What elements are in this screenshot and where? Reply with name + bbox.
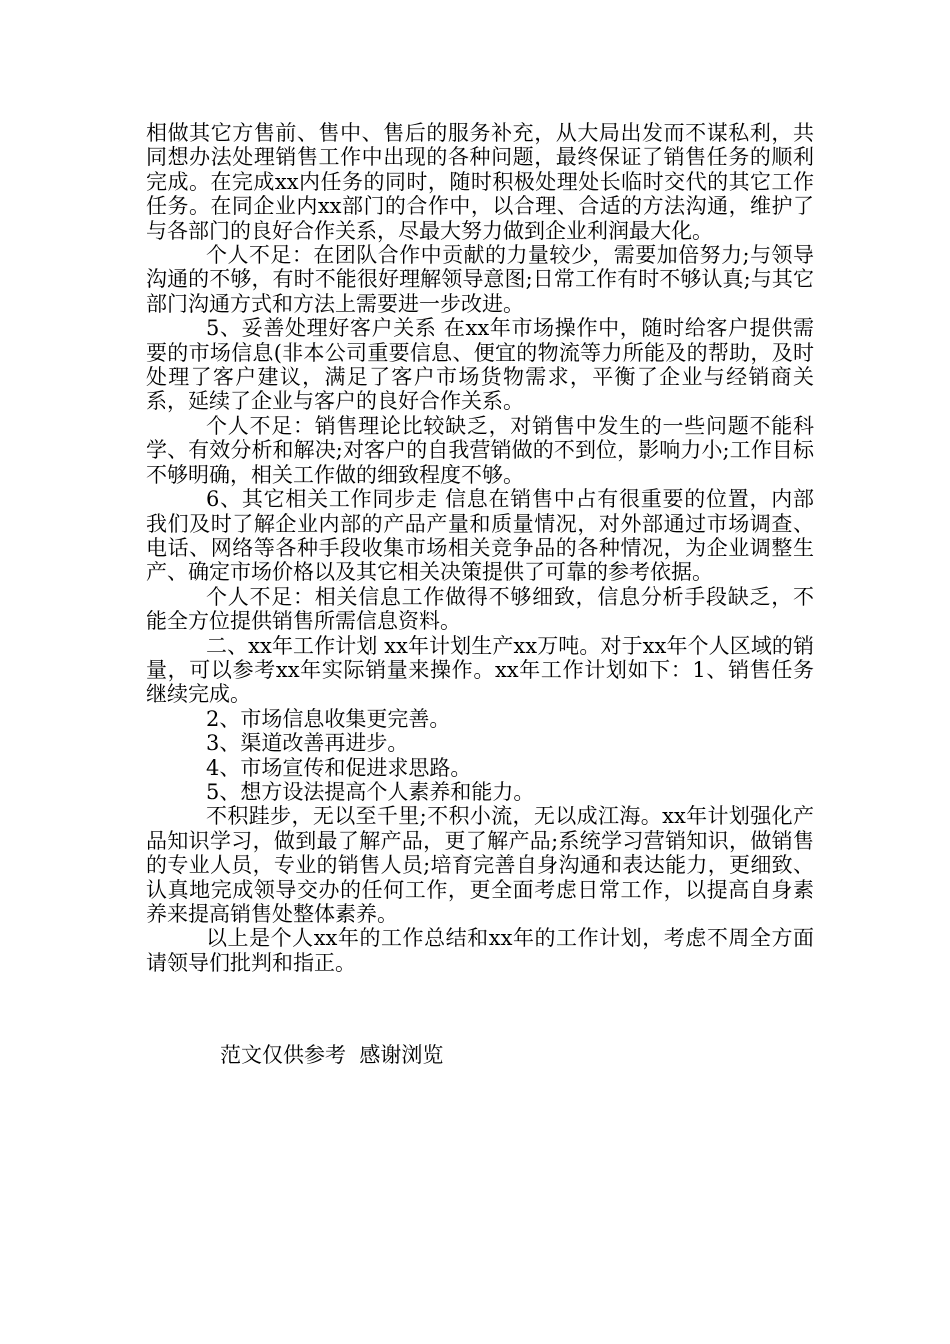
document-body	[146, 121, 814, 975]
plan-item-4: 4、市场宣传和促进求思路。	[206, 755, 472, 780]
footer-note: 范文仅供参考 感谢浏览	[220, 1043, 444, 1067]
paragraph-service-cooperation: 相做其它方售前、售中、售后的服务补充，从大局出发而不谋私利，共同想办法处理销售工作中出现的各种问题，最终保证了销售任务的顺利完成。在完成xx内任务的同时，随时积极处理处长临时交代的其它工作任务。在同企业内xx部门的合作中，以合理、合适的方法沟通，维护了与各部门的良好合作关系，尽最大努力做到企业利润最大化。	[146, 121, 814, 243]
paragraph-information-work: 6、其它相关工作同步走 信息在销售中占有很重要的位置，内部我们及时了解企业内部的产品产量和质量情况，对外部通过市场调查、电话、网络等各种手段收集市场相关竞争品的各种情况，为企业调整生产、确定市场价格以及其它相关决策提供了可靠的参考依据。	[146, 487, 814, 585]
paragraph-work-plan: 二、xx年工作计划 xx年计划生产xx万吨。对于xx年个人区域的销量，可以参考xx年实际销量来操作。xx年工作计划如下：1、销售任务继续完成。	[146, 633, 814, 707]
plan-item-3: 3、渠道改善再进步。	[206, 731, 409, 756]
plan-item-2: 2、市场信息收集更完善。	[206, 706, 451, 731]
paragraph-customer-relations: 5、妥善处理好客户关系 在xx年市场操作中，随时给客户提供需要的市场信息(非本公司重要信息、便宜的物流等力所能及的帮助，及时处理了客户建议，满足了客户市场货物需求，平衡了企业与经销商关系，延续了企业与客户的良好合作关系。	[146, 316, 814, 414]
paragraph-shortcoming-information: 个人不足：相关信息工作做得不够细致，信息分析手段缺乏，不能全方位提供销售所需信息资料。	[146, 584, 814, 634]
plan-item-5: 5、想方设法提高个人素养和能力。	[206, 779, 535, 804]
paragraph-self-improvement: 不积跬步，无以至千里;不积小流，无以成江海。xx年计划强化产品知识学习，做到最了解产品，更了解产品;系统学习营销知识，做销售的专业人员，专业的销售人员;培育完善自身沟通和表达能力，更细致、认真地完成领导交办的任何工作，更全面考虑日常工作，以提高自身素养来提高销售处整体素养。	[146, 804, 814, 926]
paragraph-conclusion: 以上是个人xx年的工作总结和xx年的工作计划，考虑不周全方面请领导们批判和指正。	[146, 926, 814, 975]
paragraph-shortcoming-teamwork: 个人不足：在团队合作中贡献的力量较少，需要加倍努力;与领导沟通的不够，有时不能很好理解领导意图;日常工作有时不够认真;与其它部门沟通方式和方法上需要进一步改进。	[146, 243, 814, 316]
paragraph-shortcoming-sales-theory: 个人不足：销售理论比较缺乏，对销售中发生的一些问题不能科学、有效分析和解决;对客户的自我营销做的不到位，影响力小;工作目标不够明确，相关工作做的细致程度不够。	[146, 413, 814, 487]
